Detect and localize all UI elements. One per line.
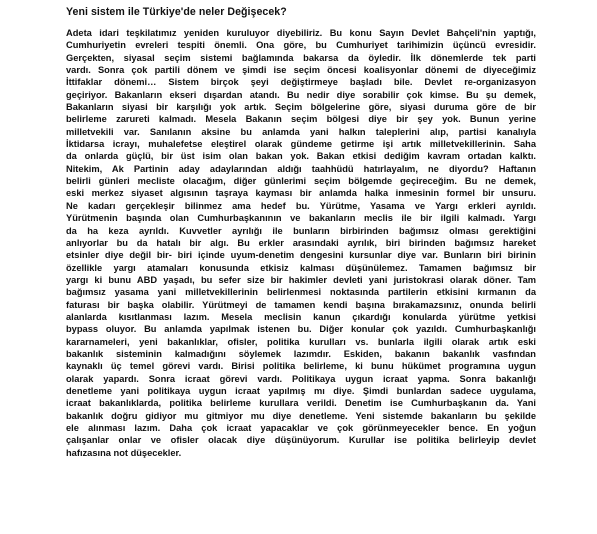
text-line: İktidarsa icrayı, muhalefetse eleştirel olarak gündeme getirme işi artık milletvekillerinin. Saha — [66, 139, 536, 150]
text-line: ele alınması lazım. Daha çok icraat yapacaklar ve çok görünmeyecekler bence. En yoğun — [66, 423, 536, 433]
text-line: belirleme zarureti kalmadı. Mesela Bakanın seçim bölgesi diye bir şey yok. Bunun yerine — [66, 114, 536, 125]
text-line: geçiriyor. Bakanların ekseri dışardan atandı. Bu nedir diye sorabilir çok kimse. Bu şu demek, — [66, 89, 536, 100]
text-line: Nitekim, Ak Partinin aday adaylarından aldığı taahhüdü hatırlayalım, ne diyordu? Haftanın — [66, 163, 536, 174]
text-line: kaynaklı üç temel görevi vardı. Birisi politika belirleme, ki bunu hükümet programına uygun — [66, 361, 536, 372]
article — [66, 6, 536, 459]
text-line: kararnameleri, yeni bakanlıklar, ofisler, politika kurulları vs. bunlarla ilgili olarak artık eski — [66, 336, 536, 347]
text-line: Adeta idari teşkilatımız yeniden kuruluyor diyebiliriz. Bu konu Sayın Devlet Bahçeli'nin yaptığı, — [66, 28, 536, 38]
text-line: alanlarda kısıtlanması lazım. Mesela meclisin kanun çıkardığı konularda yürütme yetkisi — [66, 311, 536, 322]
text-line: belirli günleri mecliste olacağım, diğer günlerimi seçim bölgemde geçireceğim. Bu ne demek, — [66, 176, 536, 187]
article-title: Yeni sistem ile Türkiye'de neler Değişecek? — [66, 6, 287, 18]
text-line: olarak yapardı. Sonra icraat görevi vardı. Politikaya uygun icraat yapma. Sonra bakanlığı — [66, 373, 536, 384]
text-line: bağımsız yasama yani milletvekillerinin belirlenmesi noktasında partilerin etkisini kırmanın da — [66, 287, 536, 298]
text-line: faturası bir başka olabilir. Yürütmeyi de tamamen kendi başına bırakamazsınız, onunda belirli — [66, 299, 536, 310]
text-line: Gerçekten, siyasal seçim sistemi bağlamında bakarsa da öyledir. İlk dönemlerde tek parti — [66, 52, 536, 63]
article-body — [66, 27, 536, 459]
text-line: eski merkez siyaset algısının taşraya kayması bir anlamda halka inmesinin formel bir unsuru. — [66, 188, 536, 199]
text-line: anlıyorlar bu da hatalı bir algı. Bu erkler arasındaki ayrılık, biri birinden bağımsız hareket — [66, 237, 536, 248]
text-line: icraat bakanlıklarda, politika belirleme kurullara verildi. Denetim ise Cumhurbaşkanın da. Yani — [66, 398, 536, 409]
text-line: yargı ki bunu ABD yaşadı, bu sefer size bir hakimler devleti yani juristokrasi olarak döner. Tam — [66, 274, 536, 285]
text-line: çalışanlar onlar ve ofisler olacak diye düşünüyorum. Kurullar ise politika belirleyip devlet — [66, 435, 536, 446]
text-line: Bakanların siyasi bir karşılığı yok artık. Seçim bölgelerine göre, siyasi duruma göre de bir — [66, 102, 536, 113]
text-line: da ha keza ayrıldı. Kuvvetler ayrılığı ile bunların birbirinden bağımsız olması gerektiğini — [66, 225, 536, 236]
text-line: bakanlık sisteminin kalmadığını söylemek lazımdır. Eskiden, bakanın bakanlık vasfından — [66, 348, 536, 359]
text-line: vardı. Sonra çok partili dönem ve şimdi ise seçim öncesi koalisyonlar dönemi de diyeceğimiz — [66, 65, 536, 76]
text-line: hafızasına not düşecekler. — [66, 447, 182, 458]
text-line: etsinler diye değil bir- biri içinde uyum-denetim dengesini kursunlar diye var. Bunların biri birinin — [66, 250, 536, 261]
text-line: Ne kadarı gerçekleşir bilinmez ama hedef bu. Yürütme, Yasama ve Yargı erkleri ayrıldı. — [66, 200, 536, 211]
text-line: denetleme yani politikaya uygun icraat yapılmış mı diye. Şimdi bunlardan sadece uygulama, — [66, 385, 536, 396]
text-line: İttifaklar dönemi… Sistem birçok şeyi değiştirmeye başladı bile. Devlet re-organizasyon — [66, 77, 536, 88]
text-line: milletvekili var. Sanılanın aksine bu anlamda yani halkın taleplerini alıp, partisi kanalıyla — [66, 126, 536, 137]
text-line: Yürütmenin başında olan Cumhurbaşkanının ve bakanların meclis ile bir ilgili kalmadı. Yargı — [66, 213, 536, 224]
text-line: da onlarda güçlü, bir üst isim olan bakan yok. Bakan etkisi dediğim kavram ortadan kalktı. — [66, 151, 536, 162]
text-line: özellikle yargı atamaları konusunda etkisiz kalması düşünülemez. Tamamen bağımsız bir — [66, 262, 536, 273]
text-line: bakanlık doğru gidiyor mu gitmiyor mu diye denetleme. Yeni sistemde bakanların bu şekilde — [66, 410, 536, 421]
text-line: bypass oluyor. Bu anlamda yapılmak istenen bu. Diğer konular çok yazıldı. Cumhurbaşkanlığı — [66, 324, 536, 335]
text-line: Cumhuriyetin evreleri tespiti önemli. Ona göre, bu Cumhuriyet tarihimizin üçüncü evresidir. — [66, 40, 536, 51]
